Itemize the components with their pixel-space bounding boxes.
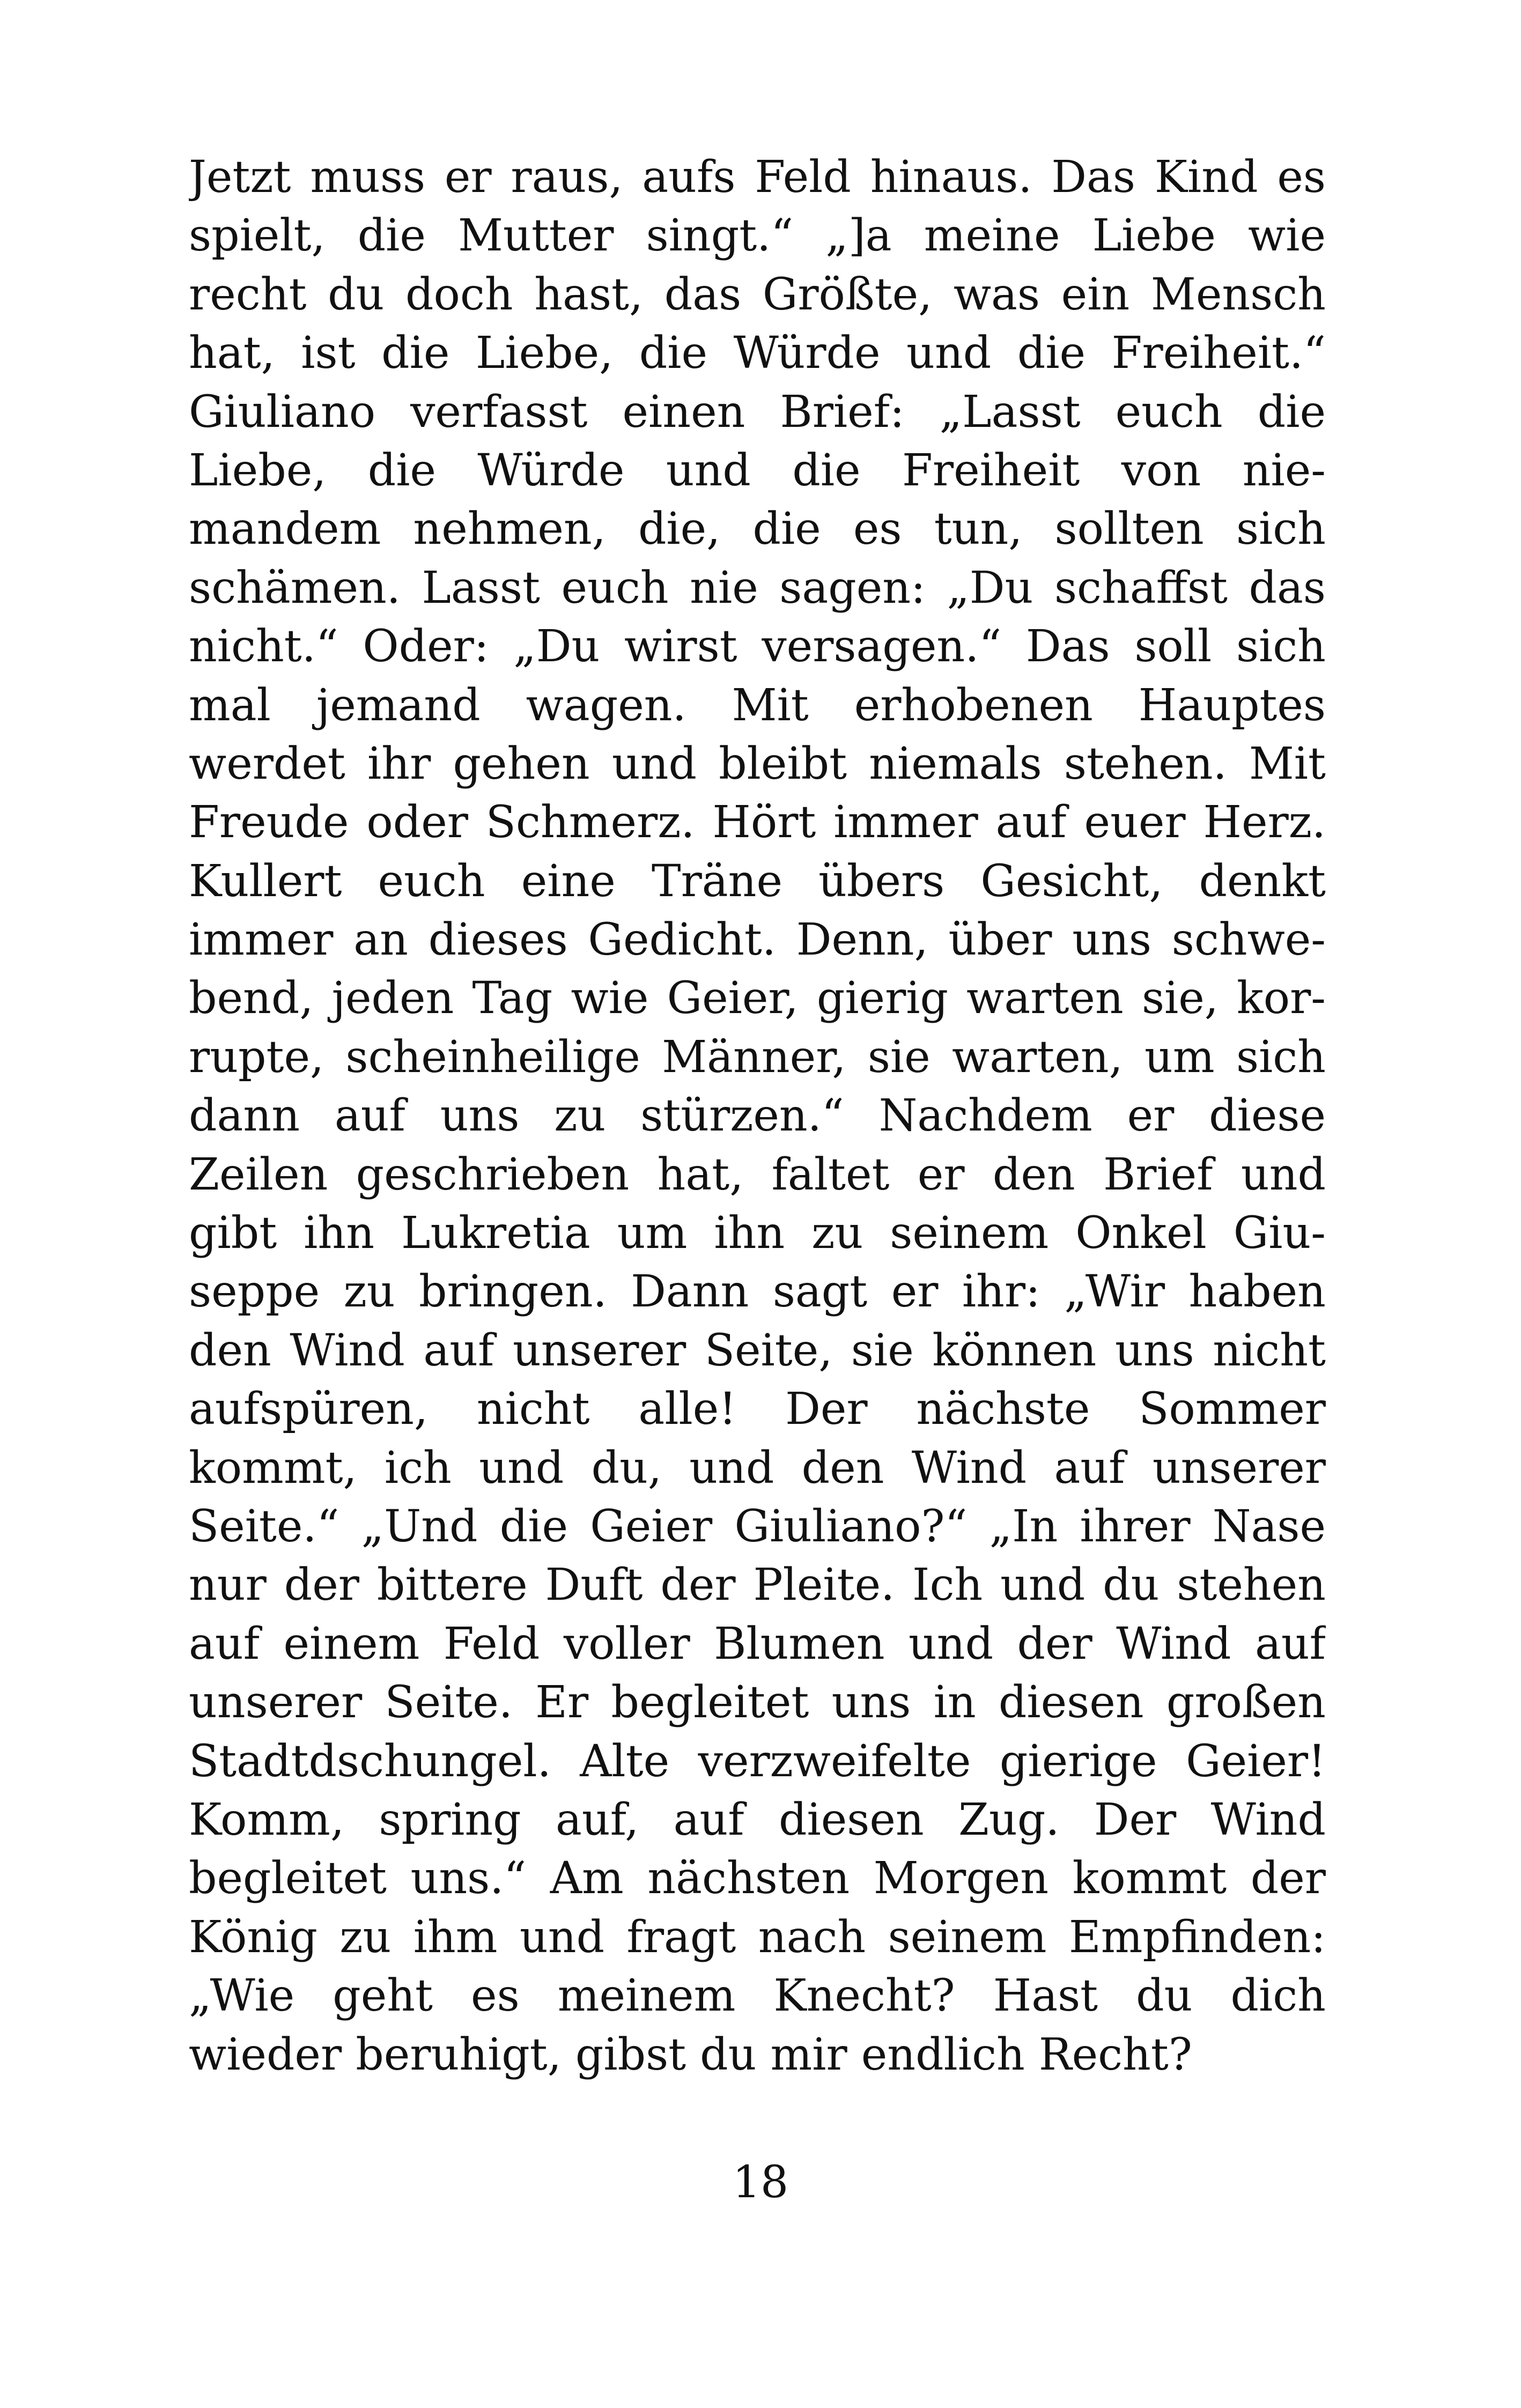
text-line: Zeilen geschrieben hat, faltet er den Brief und (189, 1149, 1326, 1200)
text-line: Kullert euch eine Träne übers Gesicht, denkt (189, 855, 1326, 907)
text-line: den Wind auf unserer Seite, sie können uns nicht (189, 1325, 1326, 1376)
text-line: auf einem Feld voller Blumen und der Wind auf (189, 1618, 1326, 1670)
text-line: gibt ihn Lukretia um ihn zu seinem Onkel Giu- (189, 1208, 1326, 1259)
text-line: nur der bittere Duft der Pleite. Ich und du stehen (189, 1560, 1326, 1611)
text-line: dann auf uns zu stürzen.“ Nachdem er diese (189, 1090, 1326, 1142)
text-line: Jetzt muss er raus, aufs Feld hinaus. Das Kind es (189, 152, 1326, 203)
text-line: Seite.“ „Und die Geier Giuliano?“ „In ihrer Nase (189, 1501, 1326, 1552)
text-line: rupte, scheinheilige Männer, sie warten, um sich (189, 1031, 1326, 1083)
text-line: werdet ihr gehen und bleibt niemals stehen. Mit (189, 738, 1326, 789)
text-line: Stadtdschungel. Alte verzweifelte gierige Geier! (189, 1735, 1326, 1787)
text-line: Giuliano verfasst einen Brief: „Lasst euch die (189, 386, 1326, 438)
text-line: nicht.“ Oder: „Du wirst versagen.“ Das soll sich (189, 621, 1326, 673)
text-line: mandem nehmen, die, die es tun, sollten sich (189, 504, 1326, 555)
text-line: bend, jeden Tag wie Geier, gierig warten sie, kor- (189, 973, 1326, 1024)
text-line: Liebe, die Würde und die Freiheit von nie- (189, 445, 1326, 496)
text-line: „Wie geht es meinem Knecht? Hast du dich (189, 1970, 1326, 2022)
text-line: spielt, die Mutter singt.“ „]a meine Liebe wie (189, 210, 1326, 262)
page-number: 18 (732, 2157, 789, 2208)
text-line: König zu ihm und fragt nach seinem Empfinden: (189, 1911, 1326, 1963)
text-line: schämen. Lasst euch nie sagen: „Du schaffst das (189, 562, 1326, 614)
text-line: recht du doch hast, das Größte, was ein Mensch (189, 269, 1326, 320)
text-line: wieder beruhigt, gibst du mir endlich Recht? (189, 2029, 1192, 2080)
text-line: Komm, spring auf, auf diesen Zug. Der Wind (189, 1794, 1326, 1845)
text-line: aufspüren, nicht alle! Der nächste Sommer (189, 1384, 1326, 1435)
text-line: immer an dieses Gedicht. Denn, über uns schwe- (189, 914, 1326, 966)
text-line: begleitet uns.“ Am nächsten Morgen kommt der (189, 1853, 1326, 1904)
text-line: hat, ist die Liebe, die Würde und die Freiheit.“ (189, 328, 1326, 379)
text-line: mal jemand wagen. Mit erhobenen Hauptes (189, 679, 1326, 731)
text-line: Freude oder Schmerz. Hört immer auf euer Herz. (189, 797, 1326, 848)
body-text (189, 148, 1326, 2084)
text-line: kommt, ich und du, und den Wind auf unserer (189, 1442, 1326, 1494)
text-line: unserer Seite. Er begleitet uns in diesen großen (189, 1677, 1326, 1729)
text-line: seppe zu bringen. Dann sagt er ihr: „Wir haben (189, 1266, 1326, 1318)
